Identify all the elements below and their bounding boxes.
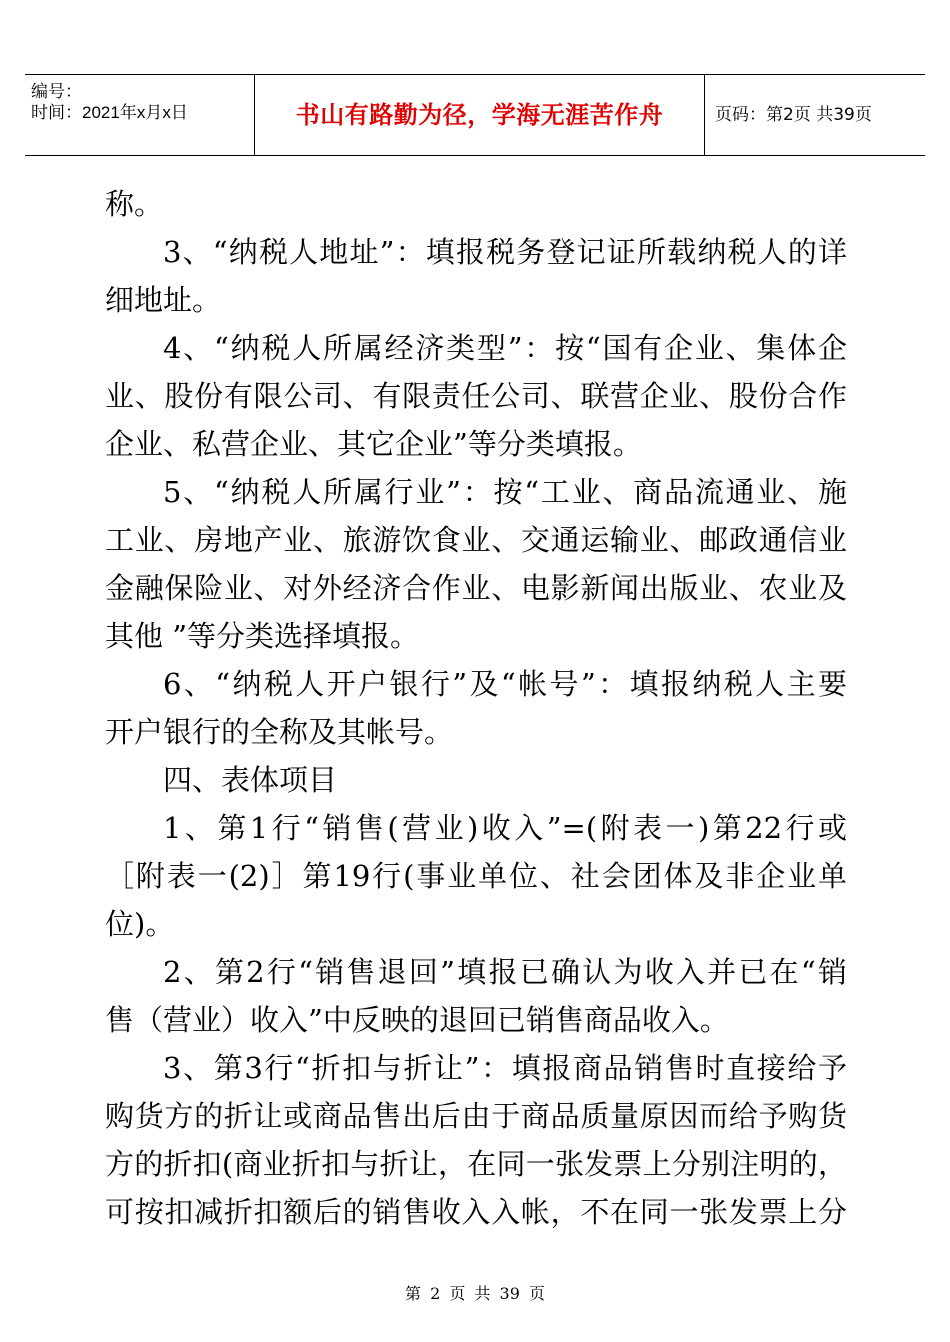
body-line: 称。 [105, 187, 164, 221]
body-line: 3、第3行“折扣与折让”：填报商品销售时直接给予 [163, 1051, 847, 1085]
document-time-label: 时间：2021年x月x日 [31, 103, 188, 122]
document-number-label: 编号： [31, 82, 82, 101]
section-heading: 四、表体项目 [163, 763, 338, 797]
body-line: 方的折扣(商业折扣与折让，在同一张发票上分别注明的， [105, 1147, 847, 1181]
body-line: 2、第2行“销售退回”填报已确认为收入并已在“销 [163, 955, 847, 989]
body-line: 业、股份有限公司、有限责任公司、联营企业、股份合作 [105, 379, 847, 413]
body-line: 开户银行的全称及其帐号。 [105, 715, 454, 749]
body-line: 5、“纳税人所属行业”：按“工业、商品流通业、施 [163, 475, 847, 509]
body-line: 细地址。 [105, 283, 222, 317]
body-line: 售（营业）收入”中反映的退回已销售商品收入。 [105, 1003, 729, 1037]
header-page-info: 页码：第2页 共39页 [715, 105, 872, 125]
body-line: 其他 ”等分类选择填报。 [105, 619, 420, 653]
page-footer: 第 2 页 共 39 页 [405, 1284, 545, 1303]
body-line: 工业、房地产业、旅游饮食业、交通运输业、邮政通信业 [105, 523, 847, 557]
body-line: 6、“纳税人开户银行”及“帐号”：填报纳税人主要 [163, 667, 847, 701]
body-line: 3、“纳税人地址”：填报税务登记证所载纳税人的详 [163, 235, 847, 269]
body-line: 4、“纳税人所属经济类型”：按“国有企业、集体企 [163, 331, 847, 365]
document-header [25, 74, 925, 156]
body-line: 购货方的折让或商品售出后由于商品质量原因而给予购货 [105, 1099, 847, 1133]
document-body [105, 180, 847, 1236]
body-line: 1、第1行“销售(营业)收入”=(附表一)第22行或 [163, 811, 847, 845]
body-line: 企业、私营企业、其它企业”等分类填报。 [105, 427, 642, 461]
body-line: 可按扣减折扣额后的销售收入入帐，不在同一张发票上分 [105, 1195, 847, 1229]
header-motto: 书山有路勤为径，学海无涯苦作舟 [255, 75, 705, 155]
body-line: 位)。 [105, 907, 175, 941]
header-meta-cell [25, 75, 255, 155]
body-line: ［附表一(2)］第19行(事业单位、社会团体及非企业单 [105, 859, 847, 893]
body-line: 金融保险业、对外经济合作业、电影新闻出版业、农业及 [105, 571, 847, 605]
